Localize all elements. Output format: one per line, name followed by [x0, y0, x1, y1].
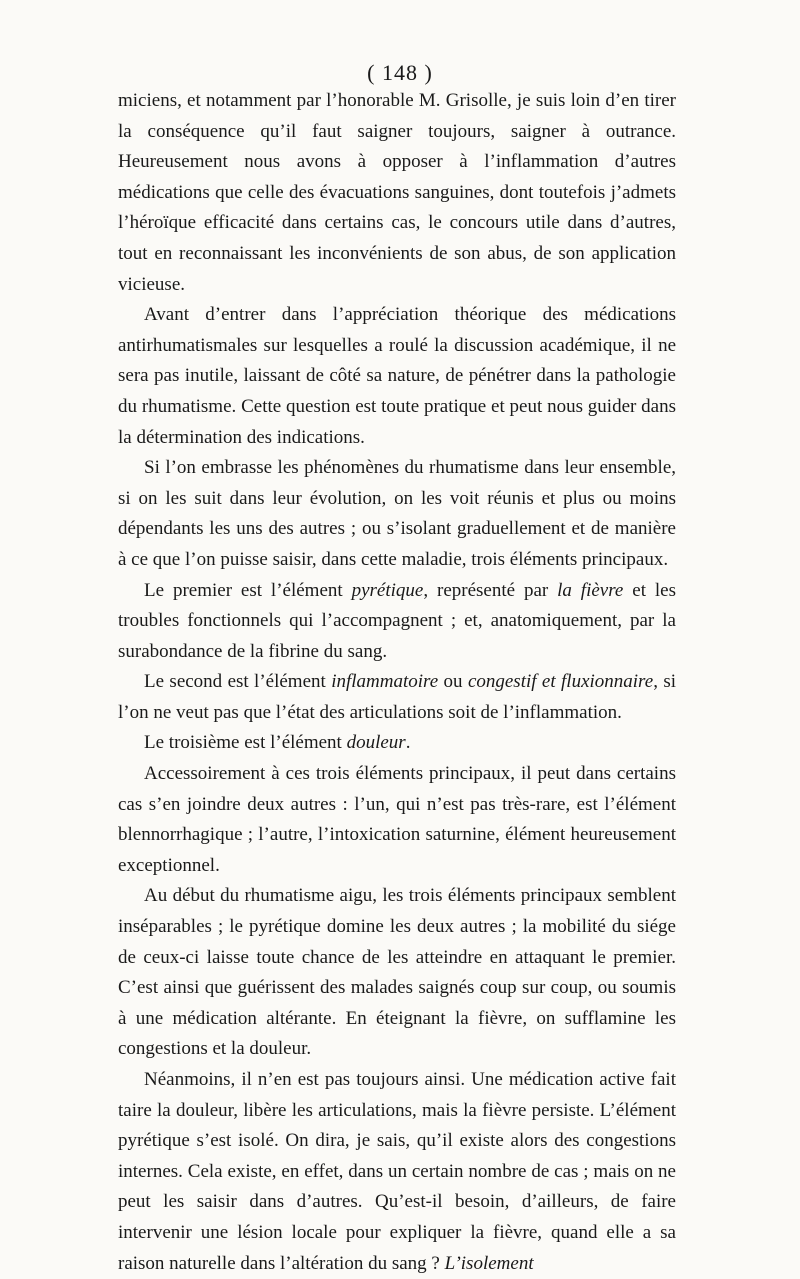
text-run: .: [405, 732, 411, 754]
paragraph: [118, 759, 676, 881]
italic-text: L’isolement: [444, 1252, 534, 1274]
text-run: Accessoirement à ces trois éléments principaux, il peut dans certains cas s’en joindre deux autres : l’un, qui n’est pas très-rare, est l’élément blennorrhagique ; l’autre, l’intoxication saturnine, élément heureusement exceptionnel.: [118, 763, 676, 876]
body-text: [118, 86, 676, 1279]
page-number: ( 148 ): [367, 60, 433, 85]
text-run: , représenté par: [423, 579, 558, 601]
italic-text: congestif et fluxionnaire: [467, 671, 654, 693]
paragraph: [118, 667, 676, 728]
text-run: miciens, et notamment par l’honorable M. Grisolle, je suis loin d’en tirer la conséquence qu’il faut saigner toujours, saigner à outrance. Heureusement nous avons à opposer à l’inflammation d’autres médications que celle des évacuations sanguines, dont toutefois j’admets l’héroïque efficacité dans certains cas, le concours utile dans d’autres, tout en reconnaissant les inconvénients de son abus, de son application vicieuse.: [118, 90, 676, 295]
paragraph: [118, 576, 676, 668]
paragraph: [118, 1065, 676, 1279]
italic-text: inflammatoire: [331, 671, 439, 693]
text-run: Avant d’entrer dans l’appréciation théorique des médications antirhumatismales sur lesquelles a roulé la discussion académique, il ne sera pas inutile, laissant de côté sa nature, de pénétrer dans la pathologie du rhumatisme. Cette question est toute pratique et peut nous guider dans la détermination des indications.: [118, 304, 676, 448]
text-run: Le premier est l’élément: [144, 579, 352, 601]
paragraph: [118, 300, 676, 453]
italic-text: la fièvre: [557, 579, 624, 601]
paragraph: [118, 86, 676, 300]
italic-text: pyrétique: [351, 579, 424, 601]
text-run: , si l’on ne veut pas que l’état des articulations soit de l’inflammation.: [118, 671, 676, 723]
text-run: ou: [438, 671, 468, 693]
text-run: et les troubles fonctionnels qui l’accompagnent ; et, anatomiquement, par la surabondance de la fibrine du sang.: [118, 579, 676, 662]
paragraph: [118, 881, 676, 1065]
paragraph: [118, 453, 676, 575]
text-run: Néanmoins, il n’en est pas toujours ainsi. Une médication active fait taire la douleur, libère les articulations, mais la fièvre persiste. L’élément pyrétique s’est isolé. On dira, je sais, qu’il existe alors des congestions internes. Cela existe, en effet, dans un certain nombre de cas ; mais on ne peut les saisir dans d’autres. Qu’est-il besoin, d’ailleurs, de faire intervenir une lésion locale pour expliquer la fièvre, quand elle a sa raison naturelle dans l’altération du sang ?: [118, 1069, 676, 1274]
italic-text: douleur: [346, 732, 406, 754]
text-run: Au début du rhumatisme aigu, les trois éléments principaux semblent inséparables ; le pyrétique domine les deux autres ; la mobilité du siége de ceux-ci laisse toute chance de les atteindre en attaquant le premier. C’est ainsi que guérissent des malades saignés coup sur coup, ou soumis à une médication altérante. En éteignant la fièvre, on sufflamine les congestions et la douleur.: [118, 885, 676, 1060]
paragraph: [118, 728, 676, 759]
text-run: Le troisième est l’élément: [144, 732, 347, 754]
text-run: Si l’on embrasse les phénomènes du rhumatisme dans leur ensemble, si on les suit dans leur évolution, on les voit réunis et plus ou moins dépendants les uns des autres ; ou s’isolant graduellement et de manière à ce que l’on puisse saisir, dans cette maladie, trois éléments principaux.: [118, 457, 676, 570]
text-run: Le second est l’élément: [144, 671, 332, 693]
